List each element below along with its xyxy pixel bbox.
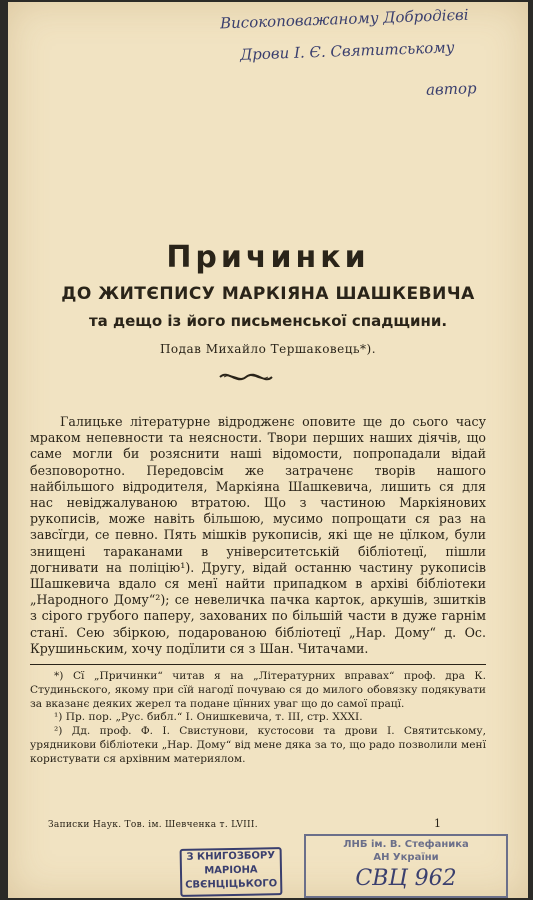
page-number: 1 [434,817,441,830]
document-subtitle-line-1: ДО ЖИТЄПИСУ МАРКІЯНА ШАШКЕВИЧА [61,284,475,304]
handwritten-dedication-line-2: Дрови І. Є. Святитському [239,38,455,64]
footer-source: Записки Наук. Тов. ім. Шевченка т. LVIII. [48,820,258,830]
document-title: Причинки [166,240,370,275]
body-paragraph: Галицьке літературне відродженє оповите ще до сього часу мраком непевности та неясности. Твори перших наших діячів, що саме могли би розяснити наші відомости, попропадали відай безповоротно. Передовсім же затраченє творів нашого найбільшого відродителя, Маркіяна Шашкевича, лишить ся для нас невіджалуваною втратою. Що з частиною Маркіянових рукописів, може навіть більшою, мусимо попрощати ся раз на завсїгди, се певно. Пять мішків рукописів, які ще не цїлком, були знищені тараканами в університетській бібліотецї, пішли догнивати на поліцію¹). Другу, відай останню частину рукописів Шашкевича вдало ся менї найти припадком в архіві бібліотеки „Народного Дому“²); се невеличка пачка карток, аркушів, зшитків з сірого грубого паперу, захованих по більшій части в дуже гарнім станї. Сею збіркою, подарованою бібліотецї „Нар. Дому“ д. Ос. Крушиньским, хочу подїлити ся з Шан. Читачами. [30,414,486,656]
stamp-right-library: ЛНБ ім. В. Стефаника [343,839,469,850]
footnotes [30,670,486,767]
footnote-asterisk: *) Сї „Причинки“ читав я на „Літературних вправах“ проф. дра К. Студиньского, якому при сїй нагодї почуваю ся до милого обовязку подякувати за вказанє деяких жерел та подане цїнних уваг що до самої працї. [30,670,486,710]
stamp-right-shelf-code: СВЦ 962 [355,866,457,891]
library-stamp-right [304,834,508,898]
author-line: Подав Михайло Тершаковець*). [159,342,377,356]
stamp-left-line-2: МАРІОНА [204,864,258,877]
stamp-left-line-3: СВЄНЦІЦЬКОГО [185,878,278,891]
footnote-1: ¹) Пр. пор. „Рус. библ.“ І. Онишкевича, т. III, стр. XXXI. [54,711,363,724]
document-page [8,2,528,898]
footnote-divider [30,664,486,665]
handwritten-dedication-line-1: Високоповажаному Добродієві [219,5,469,33]
footnote-2: ²) Дд. проф. Ф. І. Свистунови, кустосови та дрови І. Святитському, урядникови бібліотеки „Нар. Дому“ від мене дяка за то, що радо позволили менї користувати ся архівним материялом. [30,725,486,765]
library-stamp-left [180,847,283,897]
ornament-divider-icon [218,368,274,386]
stamp-right-academy: АН України [373,852,439,863]
stamp-left-line-1: З КНИГОЗБОРУ [186,850,276,863]
document-subtitle-line-2: та дещо із його письменської спадщини. [88,312,448,330]
handwritten-dedication-signature: автор [425,79,477,99]
body-text [30,414,486,657]
